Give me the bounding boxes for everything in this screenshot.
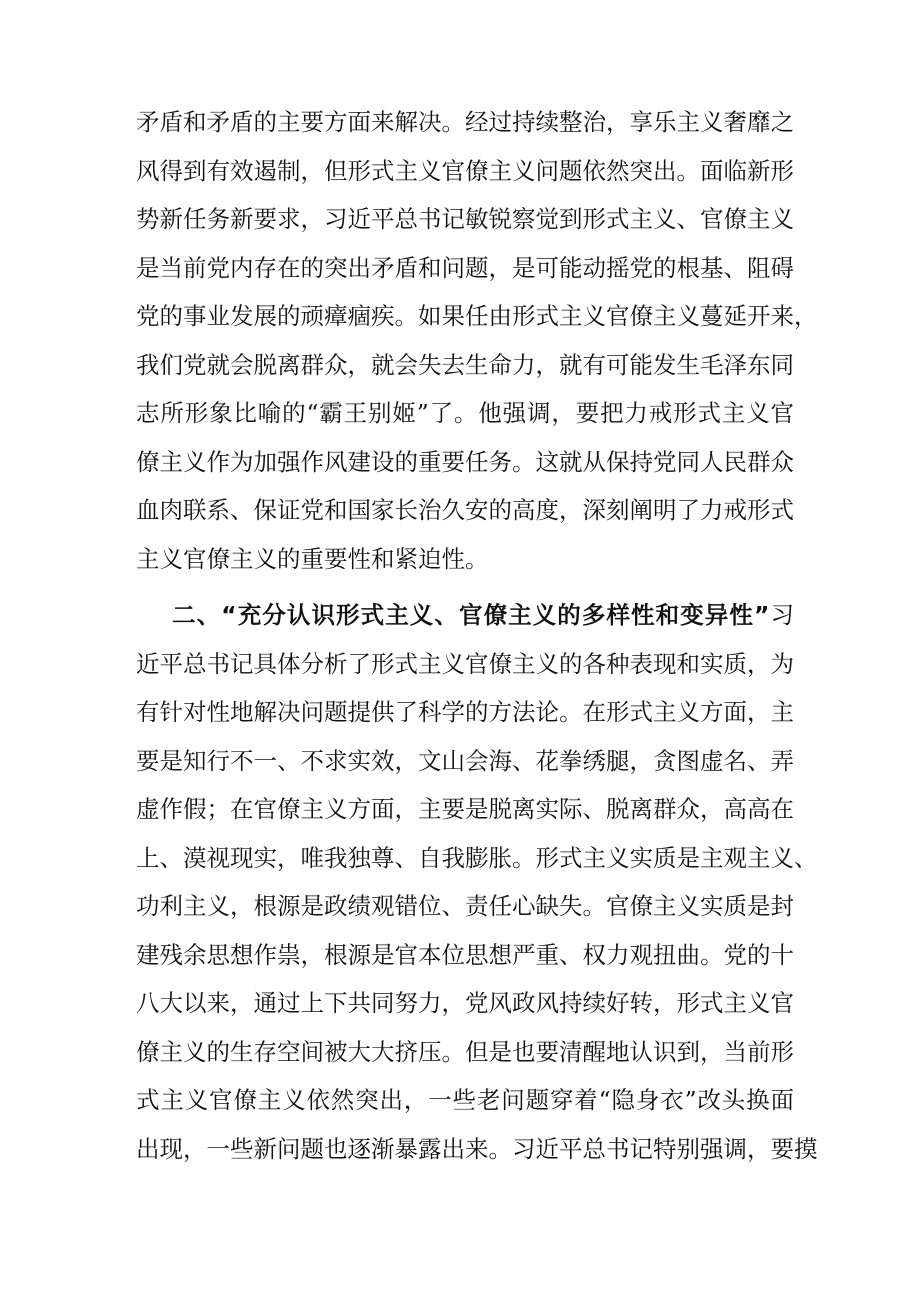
text-line: 虚作假；在官僚主义方面，主要是脱离实际、脱离群众，高高在: [136, 795, 794, 823]
text-line: 我们党就会脱离群众，就会失去生命力，就有可能发生毛泽东同: [136, 350, 794, 379]
text-line: 建残余思想作祟，根源是官本位思想严重、权力观扭曲。党的十: [136, 940, 794, 969]
text-line: 党的事业发展的顽瘴痼疾。如果任由形式主义官僚主义蔓延开来，: [136, 302, 818, 330]
text-line: 僚主义作为加强作风建设的重要任务。这就从保持党同人民群众: [136, 447, 794, 476]
section-number: 二、: [172, 601, 222, 629]
text-line: 势新任务新要求，习近平总书记敏锐察觉到形式主义、官僚主义: [136, 205, 794, 233]
text-line: 是当前党内存在的突出矛盾和问题，是可能动摇党的根基、阻碍: [136, 253, 794, 282]
text-line: 近平总书记具体分析了形式主义官僚主义的各种表现和实质，为: [136, 649, 794, 678]
text-line: 主义官僚主义的重要性和紧迫性。: [136, 544, 489, 573]
text-line: 有针对性地解决问题提供了科学的方法论。在形式主义方面，主: [136, 698, 794, 726]
section-2: [136, 591, 818, 1173]
paragraph-gap: [136, 583, 794, 591]
section-heading: “充分认识形式主义、官僚主义的多样性和变异性”: [221, 601, 769, 629]
paragraph-1: [136, 98, 818, 583]
section-heading-line: [136, 591, 794, 640]
text-line: 上、漠视现实，唯我独尊、自我膨胀。形式主义实质是主观主义、: [136, 843, 818, 872]
text-line: 矛盾和矛盾的主要方面来解决。经过持续整治，享乐主义奢靡之: [136, 108, 794, 136]
text-line: 出现，一些新问题也逐渐暴露出来。习近平总书记特别强调，要摸: [136, 1134, 818, 1163]
text-line: 八大以来，通过上下共同努力，党风政风持续好转，形式主义官: [136, 989, 794, 1017]
text-line: 功利主义，根源是政绩观错位、责任心缺失。官僚主义实质是封: [136, 892, 794, 920]
text-line: 风得到有效遏制，但形式主义官僚主义问题依然突出。面临新形: [136, 156, 794, 185]
text-run: 习: [768, 601, 795, 629]
text-line: 要是知行不一、不求实效，文山会海、花拳绣腿，贪图虚名、弄: [136, 746, 794, 775]
text-line: 志所形象比喻的“霸王别姬”了。他强调，要把力戒形式主义官: [136, 399, 794, 427]
text-line: 血肉联系、保证党和国家长治久安的高度，深刻阐明了力戒形式: [136, 496, 794, 524]
text-line: 式主义官僚主义依然突出，一些老问题穿着“隐身衣”改头换面: [136, 1086, 794, 1114]
text-line: 僚主义的生存空间被大大挤压。但是也要清醒地认识到，当前形: [136, 1037, 794, 1066]
